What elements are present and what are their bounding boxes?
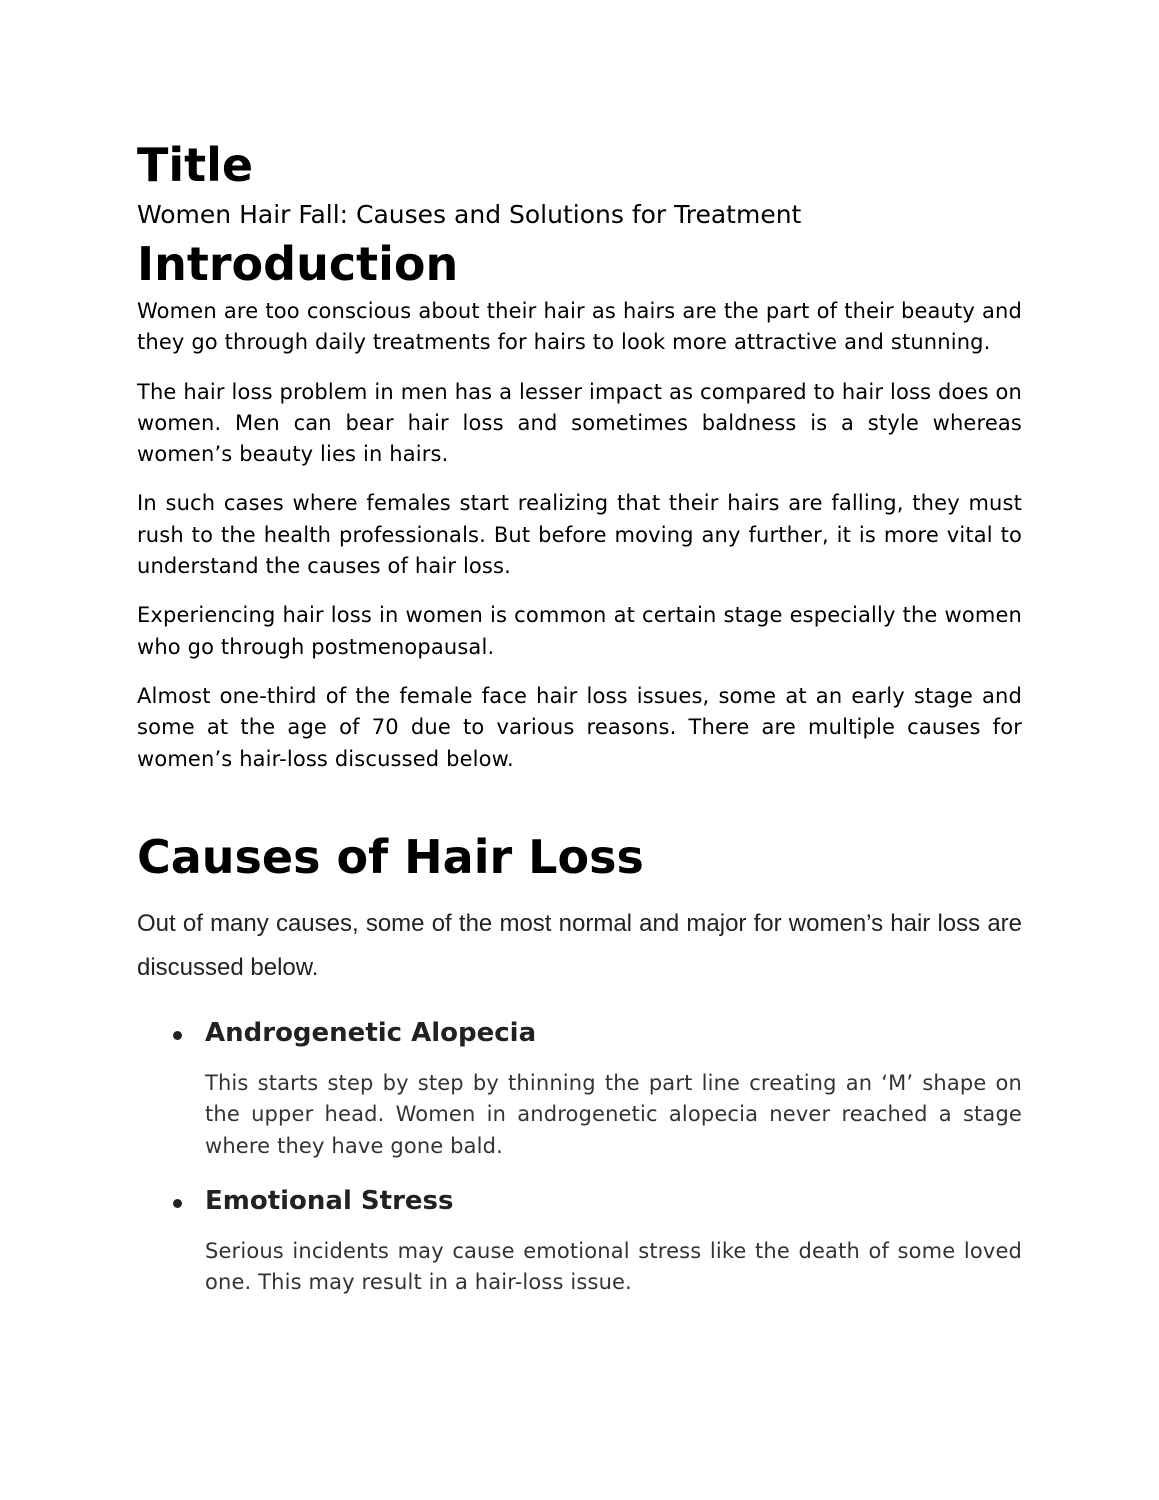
cause-title: Androgenetic Alopecia: [205, 1018, 537, 1048]
introduction-body: [137, 296, 1022, 793]
cause-heading: [137, 1014, 1022, 1052]
cause-description: This starts step by step by thinning the part line creating an ‘M’ shape on the upper head. Women in androgenetic alopecia never reached a stage where they have gone bald.: [205, 1071, 1022, 1158]
intro-paragraph-3: In such cases where females start realizing that their hairs are falling, they must rush to the health professionals. But before moving any further, it is more vital to understand the causes of hair loss.: [137, 491, 1022, 579]
cause-item-androgenetic-alopecia: [137, 1014, 1022, 1162]
document-subtitle: Women Hair Fall: Causes and Solutions for Treatment: [137, 200, 802, 229]
introduction-heading: Introduction: [137, 237, 459, 291]
causes-heading: Causes of Hair Loss: [137, 830, 644, 884]
intro-paragraph-2: The hair loss problem in men has a lesser impact as compared to hair loss does on women. Men can bear hair loss and sometimes baldness is a style whereas women’s beauty lies in hairs.: [137, 379, 1022, 467]
cause-heading: [137, 1182, 1022, 1220]
cause-description: Serious incidents may cause emotional stress like the death of some loved one. This may result in a hair-loss issue.: [205, 1239, 1022, 1295]
bullet-dot-icon: [173, 1031, 182, 1040]
causes-intro-paragraph: Out of many causes, some of the most normal and major for women’s hair loss are discussed below.: [137, 910, 1022, 981]
cause-title: Emotional Stress: [205, 1186, 454, 1216]
bullet-dot-icon: [173, 1199, 182, 1208]
intro-paragraph-5: Almost one-third of the female face hair loss issues, some at an early stage and some at the age of 70 due to various reasons. There are multiple causes for women’s hair-loss discussed below.: [137, 683, 1022, 771]
cause-item-emotional-stress: [137, 1182, 1022, 1299]
title-heading: Title: [137, 138, 254, 192]
intro-paragraph-4: Experiencing hair loss in women is common at certain stage especially the women who go through postmenopausal.: [137, 603, 1022, 659]
intro-paragraph-1: Women are too conscious about their hair as hairs are the part of their beauty and they go through daily treatments for hairs to look more attractive and stunning.: [137, 299, 1022, 355]
